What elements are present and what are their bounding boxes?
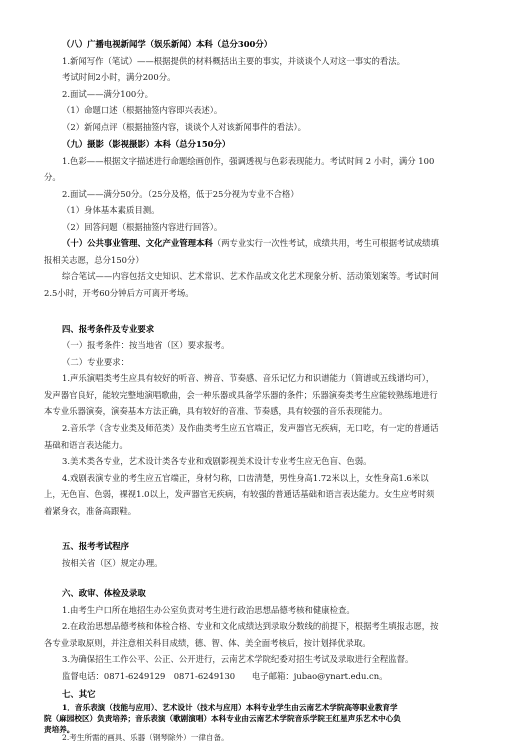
- part-6-contact-line: 监督电话：0871-6249129 0871-6249130 电子邮箱：jubao@ynart.edu.cn。: [62, 671, 388, 681]
- section-8-item-1-cont: 考试时间2小时，满分200分。: [62, 72, 176, 82]
- section-8-heading: （八）广播电视新闻学（娱乐新闻）本科（总分300分）: [62, 39, 273, 49]
- section-9-item-2b: （2）回答问题（根据抽签内容进行回答）。: [62, 222, 223, 232]
- part-6-heading: 六、政审、体检及录取: [62, 588, 146, 598]
- section-8-item-2b: （2）新闻点评（根据抽签内容，谈谈个人对该新闻事件的看法）。: [62, 122, 307, 132]
- part-7-item-1-cont2: 责培养。: [44, 725, 75, 734]
- section-9-item-1-cont: 分。: [44, 172, 61, 182]
- part-4-item-2-1-cont: 发声器官良好，能较完整地演唱歌曲，会一种乐器或具备学乐器的条件；乐器演奏类考生应能较熟练地进行: [44, 390, 438, 400]
- section-10-item-1: 综合笔试——内容包括文史知识、艺术常识、艺术作品或文化艺术现象分析、活动策划案等。考试时间: [62, 271, 439, 281]
- part-6-item-2-cont: 各专业录取原则，并注意相关科目成绩，德、智、体、美全面考核后，按计划择优录取。: [44, 638, 371, 648]
- part-6-item-2: 2.在政治思想品德考核和体检合格、专业和文化成绩达到录取分数线的前提下，根据考生填报志愿，按: [62, 621, 439, 631]
- part-7-heading: 七、其它: [62, 689, 96, 699]
- part-5-heading: 五、报考考试程序: [62, 541, 129, 551]
- part-7-item-1: 1．音乐表演（技能与应用）、艺术设计（技术与应用）本科专业学生由云南艺术学院高等职业教育学: [62, 703, 398, 712]
- section-9-item-2: 2.面试——满分50分。（25分及格，低于25分视为专业不合格）: [62, 189, 299, 199]
- part-4-heading: 四、报考条件及专业要求: [62, 324, 155, 334]
- part-4-item-2-2-cont: 基础和语言表达能力。: [44, 440, 128, 450]
- section-10-heading-note-cont: 报相关志愿，总分150分）: [44, 255, 144, 265]
- section-10-item-1-cont: 2.5小时，开考60分钟后方可离开考场。: [44, 288, 194, 298]
- part-4-item-1: （一）报考条件：按当地省（区）要求报考。: [62, 340, 230, 350]
- part-7-item-1-cont: 院（麻园校区）负责培养；音乐表演（歌剧演唱）本科专业由云南艺术学院音乐学院王红星声乐艺术中心负: [44, 714, 401, 723]
- part-4-item-2-3: 3.美术类各专业，艺术设计类各专业和戏剧影视美术设计专业考生应无色盲、色弱。: [62, 456, 372, 466]
- part-4-item-2-2: 2.音乐学（含专业类及师范类）及作曲类考生应五官端正，发声器官无疾病，无口吃，有一定的普通话: [62, 423, 439, 433]
- part-4-item-2-4: 4.戏剧表演专业的考生应五官端正，身材匀称，口齿清楚，男性身高1.72米以上，女性身高1.6米以: [62, 473, 429, 483]
- section-8-item-2: 2.面试——满分100分。: [62, 89, 153, 99]
- section-10-heading: （十）公共事业管理、文化产业管理本科: [62, 238, 213, 248]
- section-9-item-1: 1.色彩——根据文字描述进行命题绘画创作，强调透视与色彩表现能力。考试时间 2 小时，满分 100: [62, 156, 435, 166]
- section-9-heading: （九）摄影（影视摄影）本科（总分150分）: [62, 139, 231, 149]
- part-4-item-2-1: 1.声乐演唱类考生应具有较好的听音、辨音、节奏感、音乐记忆力和识谱能力（简谱或五线谱均可），: [62, 373, 435, 383]
- section-10-heading-line: [0, 237, 525, 249]
- part-4-item-2-4-cont2: 着紧身衣，准备高跟鞋。: [44, 506, 137, 516]
- part-4-item-2-1-cont2: 本专业乐器演奏，演奏基本方法正确，具有较好的音准、节奏感，具有较强的音乐表现能力。: [44, 406, 388, 416]
- section-9-item-2a: （1）身体基本素质目测。: [62, 205, 160, 215]
- part-5-item-1: 按相关省（区）规定办理。: [62, 558, 163, 568]
- part-6-item-1: 1.由考生户口所在地招生办公室负责对考生进行政治思想品德考核和健康检查。: [62, 605, 355, 615]
- part-4-item-2: （二）专业要求：: [62, 357, 129, 367]
- section-8-item-2a: （1）命题口述（根据抽签内容即兴表述）。: [62, 105, 223, 115]
- part-6-item-3: 3.为确保招生工作公平、公正、公开进行，云南艺术学院纪委对招生考试及录取进行全程监督。: [62, 654, 414, 664]
- section-10-heading-note: （两专业实行一次性考试，成绩共用，考生可根据考试成绩填: [212, 238, 439, 248]
- section-8-item-1: 1.新闻写作（笔试）——根据提供的材料概括出主要的事实，并谈谈个人对这一事实的看法。: [62, 56, 405, 66]
- part-7-item-2: 2.考生所需的画具、乐器（钢琴除外）一律自备。: [62, 733, 229, 742]
- part-4-item-2-4-cont: 上，无色盲、色弱，裸视1.0以上，发声器官无疾病，有较强的普通话基础和语言表达能力。女生应考时须: [44, 489, 435, 499]
